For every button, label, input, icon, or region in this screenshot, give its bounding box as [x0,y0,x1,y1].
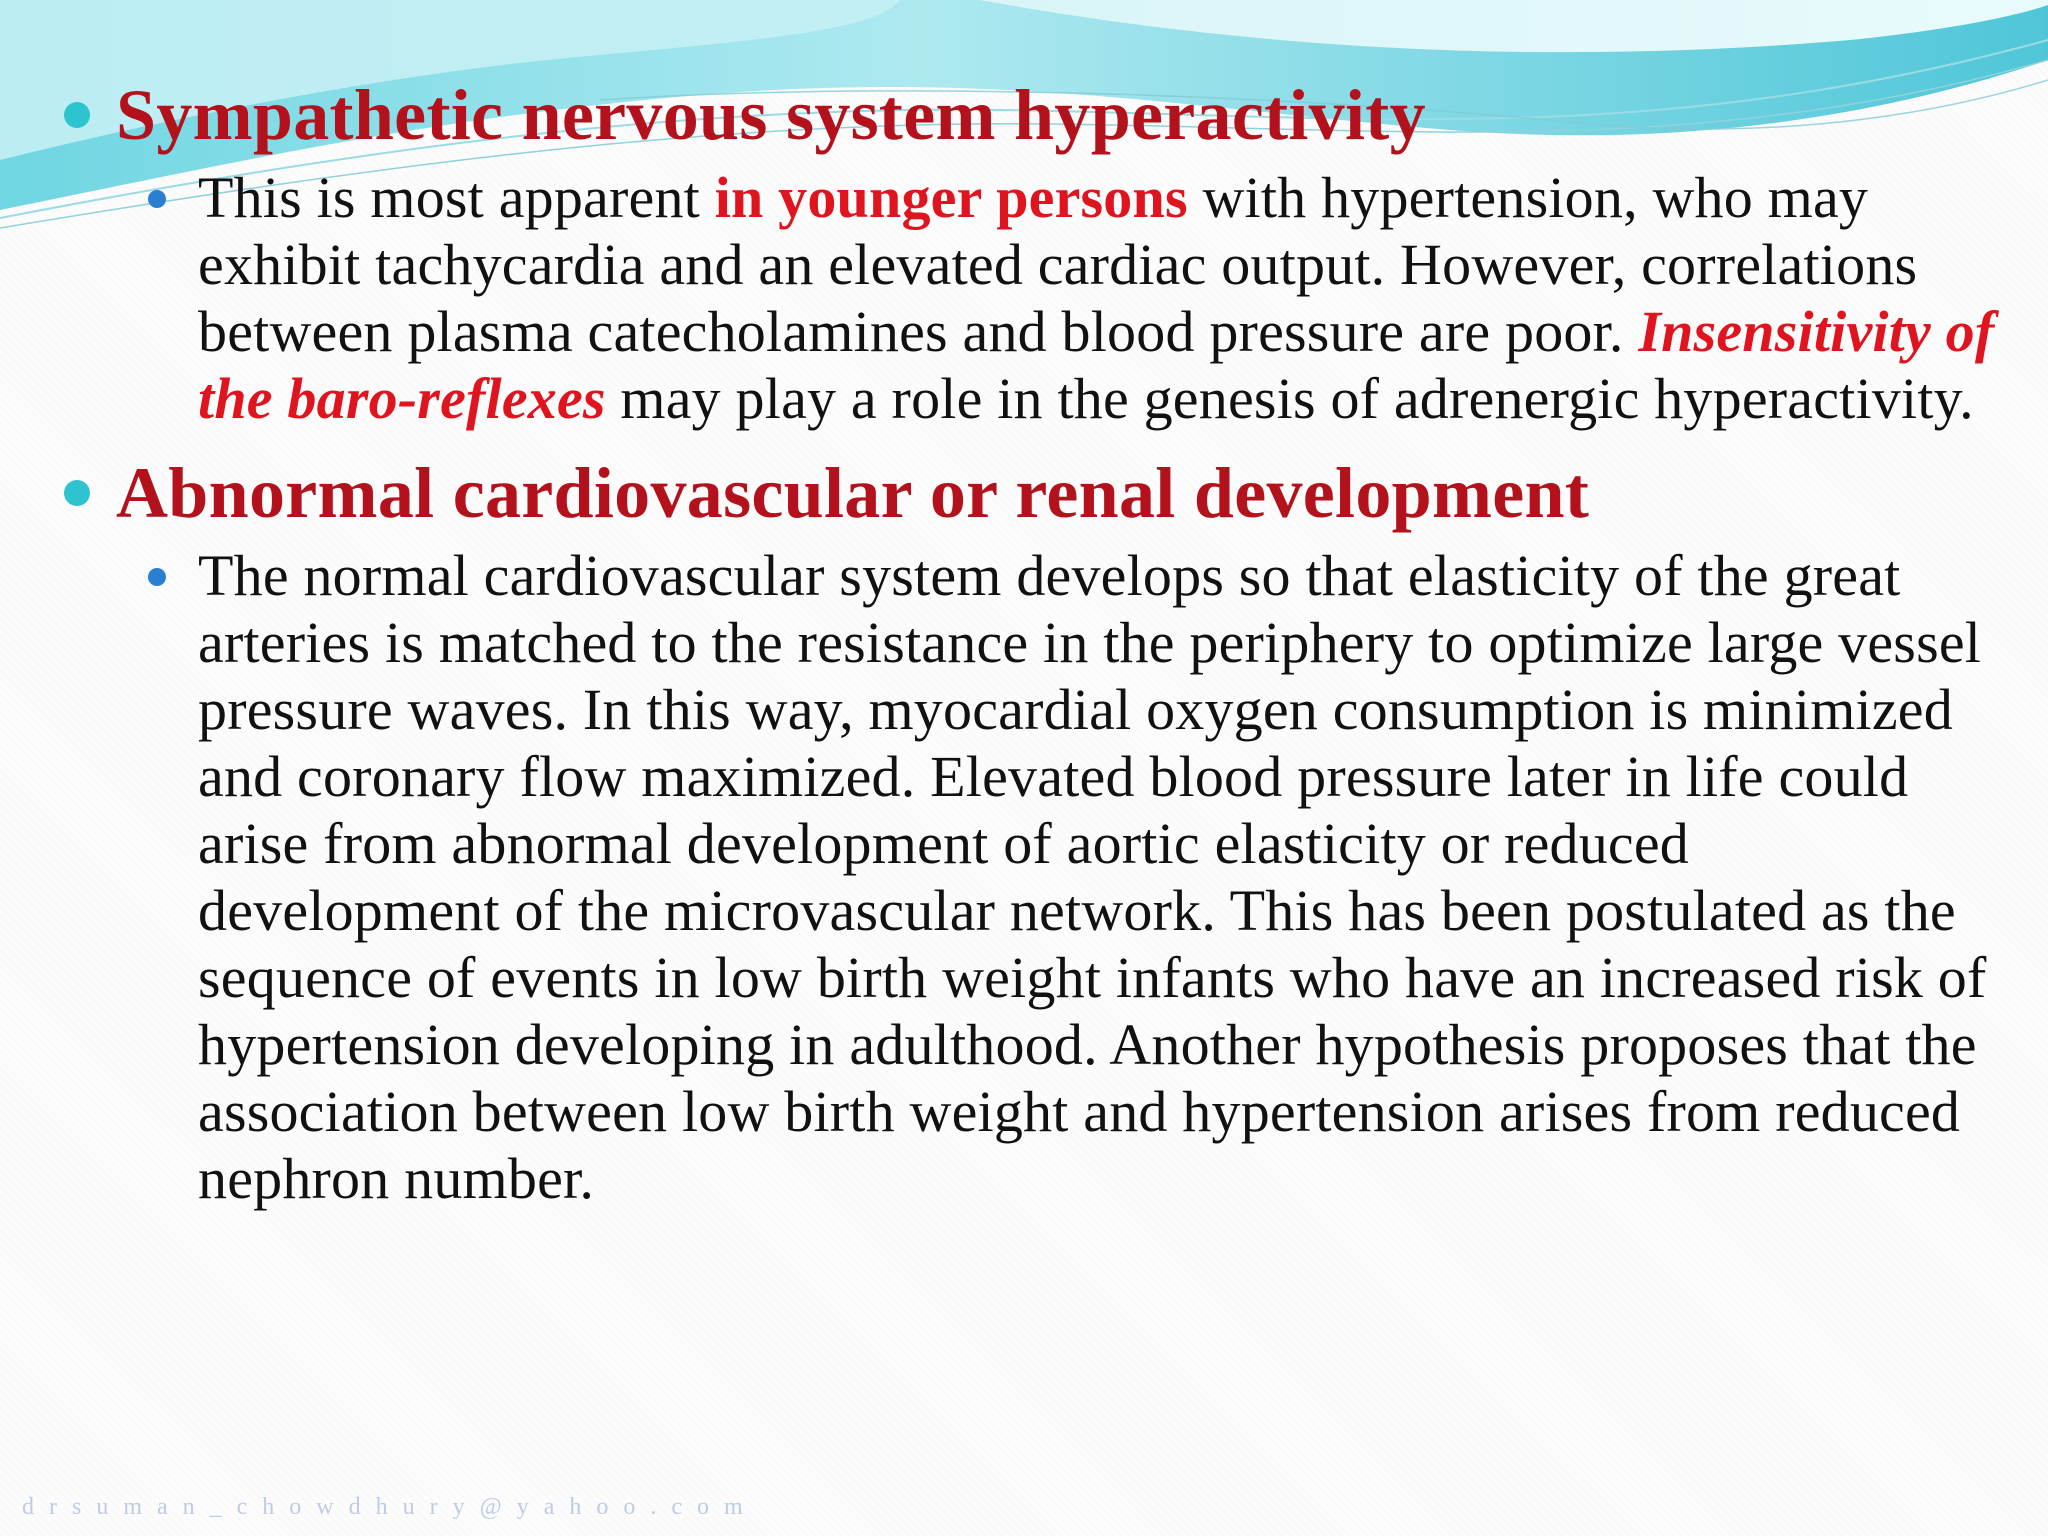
paragraph-text-after: may play a role in the genesis of adrenergic hyperactivity. [605,366,1974,431]
level1-bullet-icon [64,480,90,506]
paragraph-text: The normal cardiovascular system develops so that elasticity of the great arteries is matched to the resistance in the periphery to optimize large vessel pressure waves. In this way, myocardial oxygen consumption is minimized and coronary flow maximized. Elevated blood pressure later in life could arise from abnormal development of aortic elasticity or reduced development of the microvascular network. This has been postulated as the sequence of events in low birth weight infants who have an increased risk of hypertension developing in adulthood. Another hypothesis proposes that the association between low birth weight and hypertension arises from reduced nephron number. [198,543,1987,1211]
level1-bullet-icon [64,102,90,128]
level2-bullet-icon [148,190,166,208]
highlight-younger-persons: in younger persons [714,165,1188,230]
section-paragraph-sympathetic [198,164,2020,432]
paragraph-text-before: This is most apparent [198,165,715,230]
paragraph-text-middle: with hypertension, who may exhibit tachycardia and an elevated cardiac output. However, correlations between plasma catecholamines and blood pressure are poor. [198,165,1918,364]
slide-content [60,70,2020,1212]
section-heading-sympathetic [60,70,2020,160]
footer-email: drsuman_chowdhury@yahoo.com [22,1494,758,1520]
heading-text: Abnormal cardiovascular or renal development [116,453,1590,533]
heading-text: Sympathetic nervous system hyperactivity [116,75,1426,155]
section-paragraph-abnormal-development [198,542,2020,1212]
highlight-baro-reflexes: Insensitivity of the baro-reflexes [198,299,1995,431]
section-heading-abnormal-development [60,448,2020,538]
level2-bullet-icon [148,568,166,586]
